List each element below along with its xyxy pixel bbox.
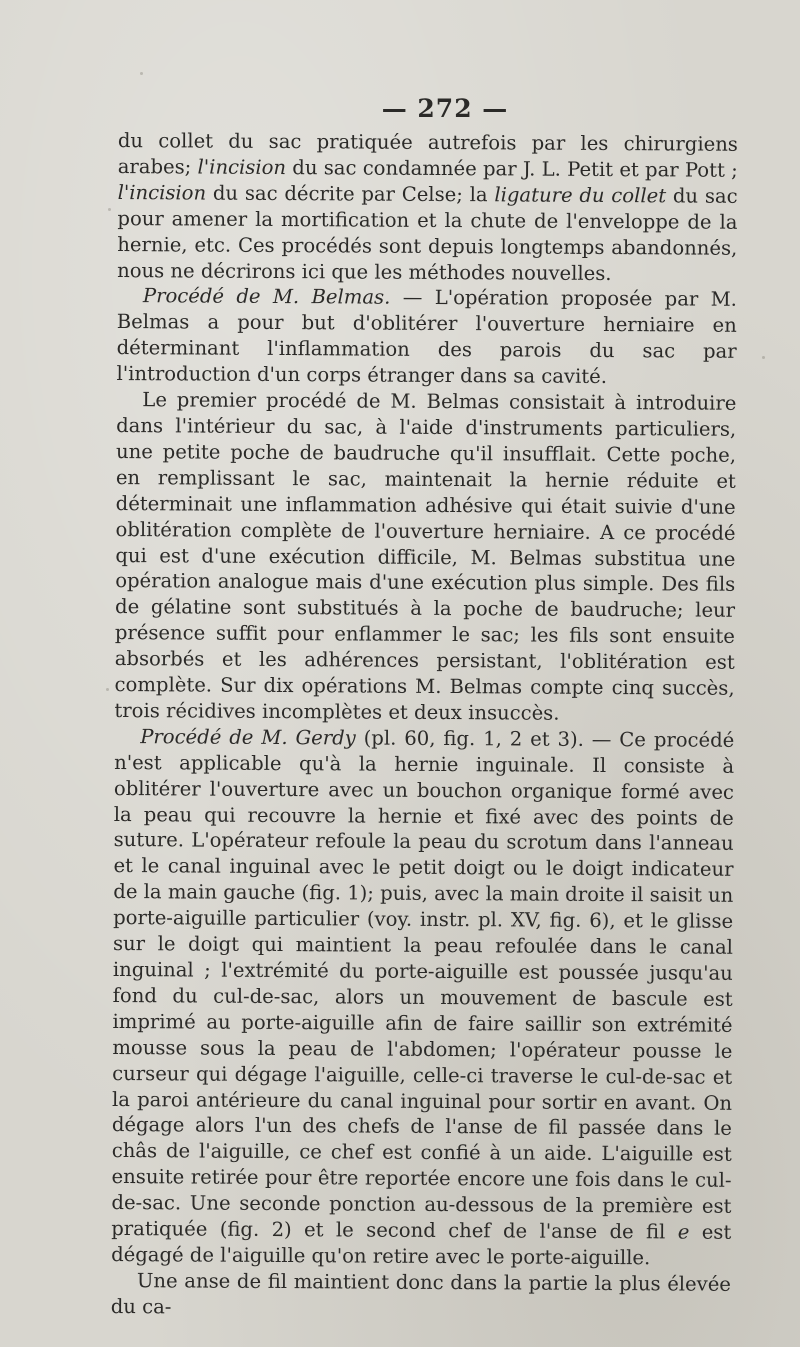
paper-speck [106,688,109,691]
paragraph-1: du collet du sac pratiquée autrefois par les chirurgiens arabes; l'incision du sac condamnée par J. L. Petit et par Pott ; l'incision du sac décrite par Celse; la ligature du collet du sac pour amener la mortification et la chute de l'enveloppe de la hernie, etc. Ces procédés sont depuis longtemps abandonnés, nous ne décrirons ici que les méthodes nouvelles. [117,128,738,285]
section-heading-belmas: Procédé de M. Belmas. [142,284,391,310]
paragraph-belmas: Procédé de M. Belmas. — L'opération proposée par M. Belmas a pour but d'oblitérer l'ouverture herniaire en déterminant l'inflammation des parois du sac par l'introduction d'un corps étranger dans sa cavité. [116,284,738,389]
paper-speck [140,72,143,75]
paragraph-gerdy: Procédé de M. Gerdy (pl. 60, fig. 1, 2 et 3). — Ce procédé n'est applicable qu'à la hernie inguinale. Il consiste à oblitérer l'ouverture avec un bouchon organique formé avec la peau qui recouvre la hernie et fixé avec des points de suture. L'opérateur refoule la peau du scrotum dans l'anneau et le canal inguinal avec le petit doigt ou le doigt indicateur de la main gauche (fig. 1); puis, avec la main droite il saisit un porte-aiguille particulier (voy. instr. pl. XV, fig. 6), et le glisse sur le doigt qui maintient la peau refoulée dans le canal inguinal ; l'extrémité du porte-aiguille est poussée jusqu'au fond du cul-de-sac, alors un mouvement de bascule est imprimé au porte-aiguille afin de faire saillir son extrémité mousse sous la peau de l'abdomen; l'opérateur pousse le curseur qui dégage l'aiguille, celle-ci traverse le cul-de-sac et la paroi antérieure du canal inguinal pour sortir en avant. On dégage alors l'un des chefs de l'anse de fil passée dans le châs de l'aiguille, ce chef est confié à un aide. L'aiguille est ensuite retirée pour être reportée encore une fois dans le cul-de-sac. Une seconde ponction au-dessous de la première est pratiquée (fig. 2) et le second chef de l'anse de fil e est dégagé de l'aiguille qu'on retire avec le porte-aiguille. [111,724,735,1270]
paragraph-belmas-procedure: Le premier procédé de M. Belmas consistait à introduire dans l'intérieur du sac, à l'aide d'instruments particuliers, une petite poche de baudruche qu'il insufflait. Cette poche, en remplissant le sac, maintenait la hernie réduite et déterminait une inflammation adhésive qui était suivie d'une oblitération complète de l'ouverture herniaire. A ce procédé qui est d'une exécution difficile, M. Belmas substitua une opération analogue mais d'une exécution plus simple. Des fils de gélatine sont substitués à la poche de baudruche; leur présence suffit pour enflammer le sac; les fils sont ensuite absorbés et les adhérences persistant, l'oblitération est complète. Sur dix opérations M. Belmas compte cinq succès, trois récidives incomplètes et deux insuccès. [114,388,737,725]
paper-speck [108,208,111,211]
section-heading-gerdy: Procédé de M. Gerdy [140,724,356,750]
page-number: — 272 — [381,94,509,123]
paragraph-last: Une anse de fil maintient donc dans la partie la plus élevée du ca- [110,1269,732,1319]
paper-speck [762,356,765,359]
page-body [111,128,738,1323]
